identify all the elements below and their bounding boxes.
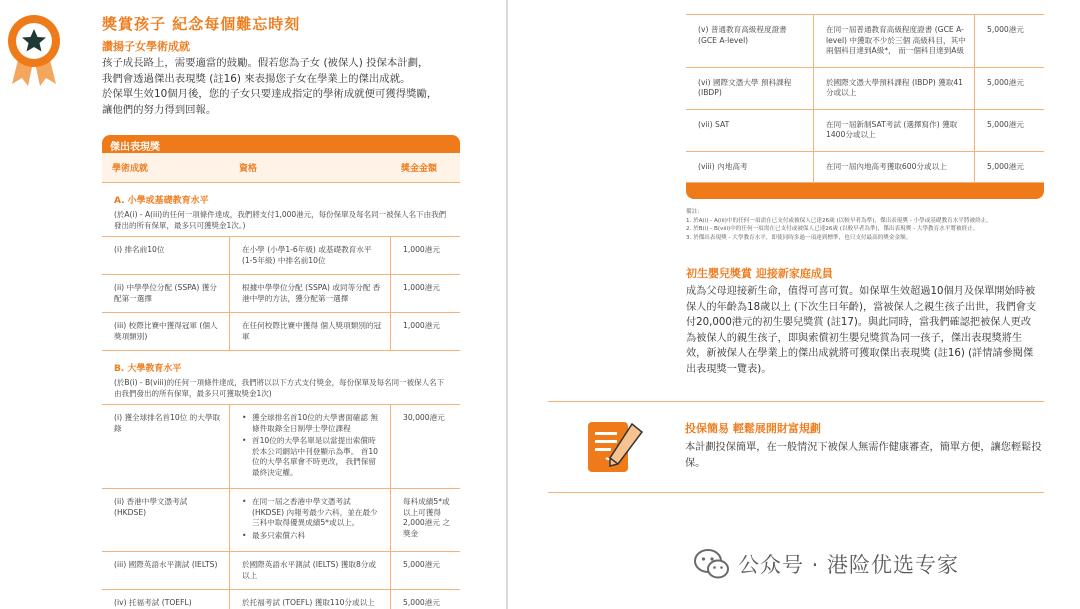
table-row bbox=[102, 237, 460, 275]
cell-qualification: 於托福考試 (TOEFL) 獲取110分或以上 bbox=[229, 590, 391, 609]
cell-qualification: 於國際文憑大學預科課程 (IBDP) 獲取41分或以上 bbox=[813, 68, 975, 109]
cell-achievement: (viii) 內地高考 bbox=[698, 161, 748, 171]
qualification-bullet: • 最多只索償六科 bbox=[242, 531, 382, 542]
qualification-bullet: • 獲全球排名首10位的大學書面確認 無條件取錄全日制學士學位課程 bbox=[242, 413, 382, 434]
cell-achievement: (iv) 托福考試 (TOEFL) bbox=[114, 598, 192, 607]
cell-achievement: (i) 排名前10位 bbox=[114, 245, 165, 254]
cell-achievement: (ii) 香港中學文憑考試 (HKDSE) bbox=[114, 497, 188, 517]
cell-qualification: 在同一屆新制SAT考試 (選擇寫作) 獲取1400分或以上 bbox=[813, 110, 975, 151]
cell-amount: 5,000港元 bbox=[987, 77, 1024, 87]
award-ribbon-icon bbox=[6, 12, 62, 88]
table-row bbox=[686, 68, 1044, 110]
cell-achievement: (v) 普通教育高級程度證書 (GCE A-level) bbox=[698, 25, 787, 45]
divider bbox=[548, 492, 1044, 493]
header-amount: 獎金金額 bbox=[401, 164, 438, 174]
intro-line: 於保單生效10個月後，您的子女只要達成指定的學術成就便可獲得獎勵， bbox=[102, 88, 438, 100]
notes-block bbox=[686, 208, 1036, 242]
easy-apply-title: 投保簡易 輕鬆展開財富規劃 bbox=[685, 422, 821, 435]
watermark-text: 公众号 · 港险优选专家 bbox=[738, 553, 960, 577]
cell-qualification: 於國際英語水平測試 (IELTS) 獲取8分或以上 bbox=[229, 552, 391, 589]
table-header-row bbox=[102, 153, 460, 183]
header-qualification: 資格 bbox=[239, 164, 258, 174]
cell-amount: 5,000港元 bbox=[987, 161, 1024, 171]
table-row bbox=[102, 489, 460, 552]
cell-qualification: 在小學 (小學1-6年級) 或基礎教育水平 (1-5年級) 中排名前10位 bbox=[229, 237, 391, 274]
intro-paragraph bbox=[102, 56, 452, 118]
section-a-title: A. 小學或基礎教育水平 bbox=[114, 196, 209, 206]
cell-amount: 每科成績5*或 以上可獲得 2,000港元 之獎金 bbox=[403, 497, 450, 538]
cell-amount: 1,000港元 bbox=[403, 283, 440, 292]
notes-line: 2. 於B(i) - B(viii)中的任何一項需在已支付或被保人已達26歲 (以較早者為準)，傑出表現獎 - 大學教育水平將被終止。 bbox=[686, 226, 979, 232]
award-table-continued bbox=[686, 14, 1044, 199]
table-row bbox=[102, 405, 460, 489]
table-row bbox=[102, 313, 460, 351]
section-b-title: B. 大學教育水平 bbox=[114, 364, 182, 374]
cell-achievement: (i) 獲全球排名首10位 的大學取錄 bbox=[114, 413, 221, 433]
table-title: 傑出表現獎 bbox=[102, 135, 460, 153]
page-title: 獎賞孩子 紀念每個難忘時刻 bbox=[102, 15, 301, 33]
cell-achievement: (iii) 校際比賽中獲得冠軍 (個人獎項類別) bbox=[114, 321, 218, 341]
intro-line: 讓他們的努力得到回報。 bbox=[102, 103, 217, 116]
wechat-watermark bbox=[694, 548, 959, 580]
qualification-bullet: • 在同一屆之香港中學文憑考試 (HKDSE) 內報考最少六科，並在最少 三科中取得優異成績5*或以上。 bbox=[242, 497, 382, 529]
section-b-note: (於B(i) - B(viii)的任何一項條件達成，我們將以以下方式支付獎金，每份保單及每名同一被保人名下由我們發出的所有保單，最多只可獲取獎金1次) bbox=[102, 374, 460, 405]
cell-qualification: 在同一屆內地高考獲取600分或以上 bbox=[813, 152, 975, 183]
cell-achievement: (vii) SAT bbox=[698, 119, 730, 129]
cell-amount: 5,000港元 bbox=[987, 119, 1024, 129]
pen-document-icon bbox=[588, 418, 646, 476]
cell-achievement: (ii) 中學學位分配 (SSPA) 獲分配第一選擇 bbox=[114, 283, 217, 303]
cell-amount: 1,000港元 bbox=[403, 245, 440, 254]
table-row bbox=[102, 552, 460, 590]
table-row bbox=[102, 590, 460, 609]
cell-amount: 30,000港元 bbox=[403, 413, 445, 422]
birth-bonus-text: 成為父母迎接新生命，值得可喜可賀。如保單生效超過10個月及保單開始時被保人的年齡為18歲以上 (下次生日年齡)，當被保人之親生孩子出世，我們會支付20,000港元的初生嬰兒獎賞 (註17)。與此同時，當我們確認把被保人更改為被保人的親生孩子，即與索償初生嬰兒獎賞為同一孩子，傑出表現獎將生效，新被保人在學業上的傑出成就將可獲取傑出表現獎 (註16) (詳情請參閱傑出表現獎一覽表)。 bbox=[686, 286, 1037, 375]
cell-qualification bbox=[229, 489, 391, 551]
section-a-note: (於A(i) - A(iii)的任何一項條件達成，我們將支付1,000港元，每份保單及每名同一被保人名下由我們發出的所有保單，最多只可獲獎金1次。) bbox=[102, 206, 460, 237]
intro-line: 我們會透過傑出表現獎 (註16) 來表揚您子女在學業上的傑出成就。 bbox=[102, 72, 411, 85]
notes-line: 1. 於A(i) - A(iii)中的任何一項需在已支付或被保人已達26歲 (以較早者為準)，傑出表現獎 - 小學或基礎教育水平將被終止。 bbox=[686, 217, 992, 224]
cell-amount: 5,000港元 bbox=[403, 598, 440, 607]
divider bbox=[548, 401, 1044, 402]
notes-line: 3. 於傑出表現獎 - 大學教育水平，即使同時多過一項達到標準，也只支付最高的獎金金額。 bbox=[686, 234, 912, 241]
easy-apply-text: 本計劃投保簡單，在一般情況下被保人無需作健康審查，簡單方便，讓您輕鬆投保。 bbox=[685, 442, 1042, 469]
table-row bbox=[102, 275, 460, 313]
cell-amount: 5,000港元 bbox=[987, 25, 1024, 34]
cell-achievement: (iii) 國際英語水平測試 (IELTS) bbox=[114, 560, 218, 569]
cell-amount: 1,000港元 bbox=[403, 321, 440, 330]
table-row bbox=[686, 152, 1044, 184]
header-achievement: 學術成就 bbox=[112, 164, 149, 174]
cell-qualification: 在任何校際比賽中獲得 個人獎項類別的冠軍 bbox=[229, 313, 391, 350]
notes-line: 備註： bbox=[686, 209, 703, 215]
award-table bbox=[102, 135, 460, 609]
table-footer-bar bbox=[686, 183, 1044, 199]
cell-qualification: 在同一屆普通教育高級程度證書 (GCE A-level) 中獲取不少於三個 高級科目，其中兩個科目達到A級*， 而一個科目達到A級 bbox=[813, 15, 975, 67]
cell-qualification bbox=[229, 405, 391, 488]
section-subtitle: 讚揚子女學術成就 bbox=[102, 40, 190, 53]
cell-achievement: (vi) 國際文憑大學 預科課程 (IBDP) bbox=[698, 77, 792, 97]
birth-bonus-title: 初生嬰兒獎賞 迎接新家庭成員 bbox=[686, 267, 833, 280]
cell-amount: 5,000港元 bbox=[403, 560, 440, 569]
intro-line: 孩子成長路上，需要適當的鼓勵。假若您為子女 (被保人) 投保本計劃， bbox=[102, 57, 429, 69]
cell-qualification: 根據中學學位分配 (SSPA) 或同等分配 香港中學的方法，獲分配第一選擇 bbox=[229, 275, 391, 312]
qualification-bullet: • 首10位的大學名單是以當提出索償時 於本公司網站中刊登顯示為準。 首10位的大學名單會不時更改， 我們保留最終決定權。 bbox=[242, 436, 382, 478]
table-row bbox=[686, 110, 1044, 152]
wechat-icon bbox=[694, 548, 730, 580]
table-row bbox=[686, 15, 1044, 68]
